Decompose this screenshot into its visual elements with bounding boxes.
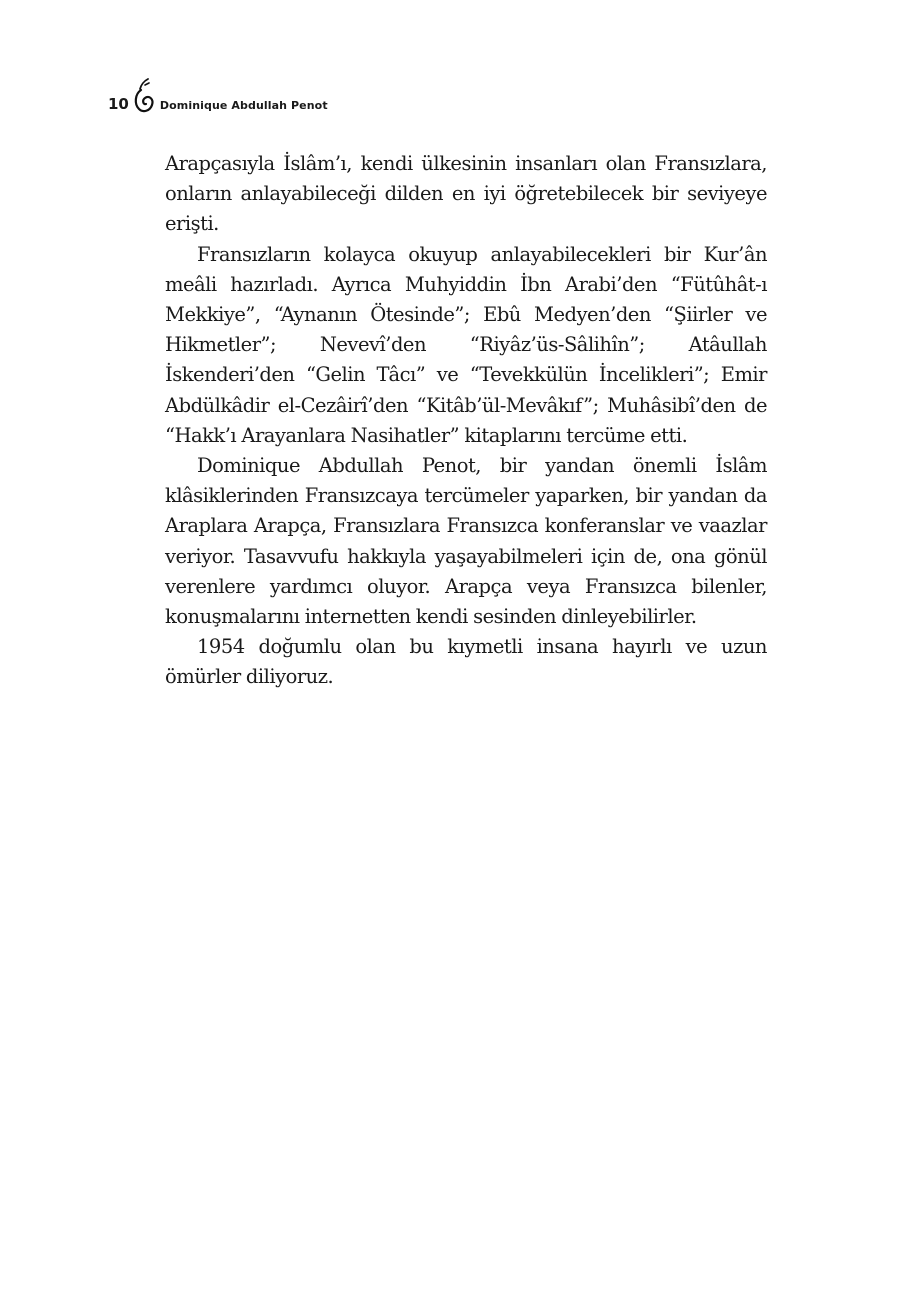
running-header (108, 74, 328, 114)
paragraph: Dominique Abdullah Penot, bir yandan önemli İslâm klâsiklerinden Fransızcaya tercümeler yaparken, bir yandan da Araplara Arapça, Fransızlara Fransızca konferanslar ve vaazlar veriyor. Tasavvufu hakkıyla yaşayabilmeleri için de, ona gönül verenlere yardımcı oluyor. Arapça veya Fransızca bilenler, konuşmalarını internetten kendi sesinden dinleyebilirler. (165, 454, 767, 629)
calligraphy-ornament-icon (132, 76, 156, 114)
paragraph: Fransızların kolayca okuyup anlayabilecekleri bir Kur’ân meâli hazırladı. Ayrıca Muhyiddin İbn Arabi’den “Fütûhât-ı Mekkiye”, “Aynanın Ötesinde”; Ebû Medyen’den “Şiirler ve Hikmetler”; Nevevî’den “Riyâz’üs-Sâlihîn”; Atâullah İskenderi’den “Gelin Tâcı” ve “Tevekkülün İncelikleri”; Emir Abdülkâdir el-Cezâirî’den “Kitâb’ül-Mevâkıf”; Muhâsibî’den de “Hakk’ı Arayanlara Nasihatler” kitaplarını tercüme etti. (165, 242, 767, 447)
page-number: 10 (108, 95, 129, 113)
body-text (165, 149, 767, 693)
author-name: Dominique Abdullah Penot (159, 99, 328, 112)
paragraph: Arapçasıyla İslâm’ı, kendi ülkesinin insanları olan Fransızlara, onların anlayabileceği dilden en iyi öğretebilecek bir seviyeye erişti. (165, 152, 767, 236)
paragraph: 1954 doğumlu olan bu kıymetli insana hayırlı ve uzun ömürler diliyoruz. (165, 635, 767, 689)
